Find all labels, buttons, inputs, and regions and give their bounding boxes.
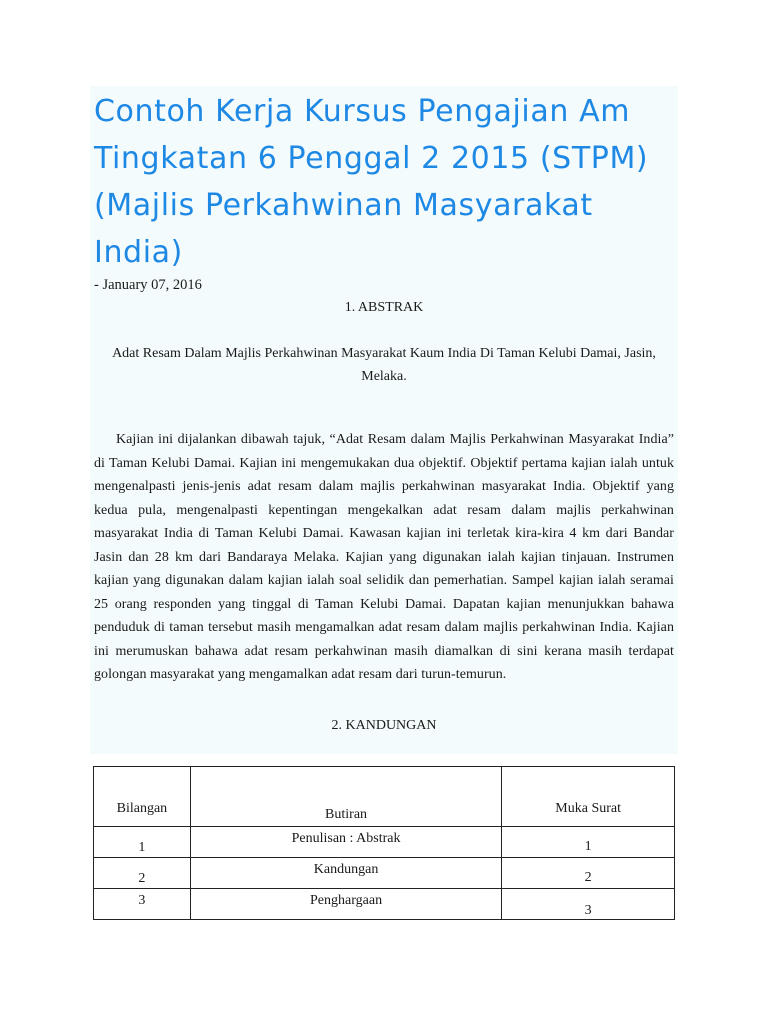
- table-row: [94, 858, 675, 889]
- row-page: 1: [584, 839, 592, 854]
- column-header-label: Butiran: [325, 807, 368, 822]
- contents-table: [93, 766, 675, 920]
- row-item-cell: [190, 858, 501, 889]
- row-item: Kandungan: [313, 862, 379, 877]
- row-page-cell: [502, 827, 675, 858]
- column-header-bilangan: [94, 767, 191, 827]
- table-header-row: [94, 767, 675, 827]
- abstract-body: Kajian ini dijalankan dibawah tajuk, “Adat Resam dalam Majlis Perkahwinan Masyarakat India” di Taman Kelubi Damai. Kajian ini mengemukakan dua objektif. Objektif pertama kajian ialah untuk mengenalpasti jenis-jenis adat resam dalam majlis perkahwinan masyarakat India. Objektif yang kedua pula, mengenalpasti kepentingan mengekalkan adat resam dalam majlis perkahwinan masyarakat India di Taman Kelubi Damai. Kawasan kajian ini terletak kira-kira 4 km dari Bandar Jasin dan 28 km dari Bandaraya Melaka. Kajian yang digunakan ialah kajian tinjauan. Instrumen kajian yang digunakan dalam kajian ialah soal selidik dan pemerhatian. Sampel kajian ialah seramai 25 orang responden yang tinggal di Taman Kelubi Damai. Dapatan kajian menunjukkan bahawa penduduk di taman tersebut masih mengamalkan adat resam dalam majlis perkahwinan India. Kajian ini merumuskan bahawa adat resam perkahwinan masih diamalkan di sini kerana masih terdapat golongan masyarakat yang mengamalkan adat resam dari turun-temurun.: [94, 432, 674, 682]
- table-row: [94, 827, 675, 858]
- column-header-muka-surat: [502, 767, 675, 827]
- row-item: Penghargaan: [310, 893, 383, 908]
- row-item-cell: [190, 889, 501, 920]
- row-page-cell: [502, 889, 675, 920]
- row-number-cell: [94, 889, 191, 920]
- row-number-cell: [94, 858, 191, 889]
- row-number: 2: [138, 871, 146, 886]
- column-header-label: Muka Surat: [555, 801, 621, 816]
- post-title[interactable]: Contoh Kerja Kursus Pengajian Am Tingkatan 6 Penggal 2 2015 (STPM) (Majlis Perkahwinan Masyarakat India): [94, 94, 649, 270]
- table-row: [94, 889, 675, 920]
- abstract-heading: 1. ABSTRAK: [344, 300, 424, 315]
- row-page: 3: [584, 903, 592, 918]
- row-number-cell: [94, 827, 191, 858]
- contents-heading: 2. KANDUNGAN: [331, 718, 437, 733]
- row-item-cell: [190, 827, 501, 858]
- row-page-cell: [502, 858, 675, 889]
- row-item: Penulisan : Abstrak: [291, 831, 401, 846]
- column-header-label: Bilangan: [116, 801, 168, 816]
- row-number: 3: [138, 893, 146, 908]
- row-page: 2: [584, 870, 592, 885]
- row-number: 1: [138, 840, 146, 855]
- post-date[interactable]: - January 07, 2016: [94, 277, 202, 293]
- abstract-title: Adat Resam Dalam Majlis Perkahwinan Masyarakat Kaum India Di Taman Kelubi Damai, Jasin, Melaka.: [112, 346, 656, 384]
- column-header-butiran: [190, 767, 501, 827]
